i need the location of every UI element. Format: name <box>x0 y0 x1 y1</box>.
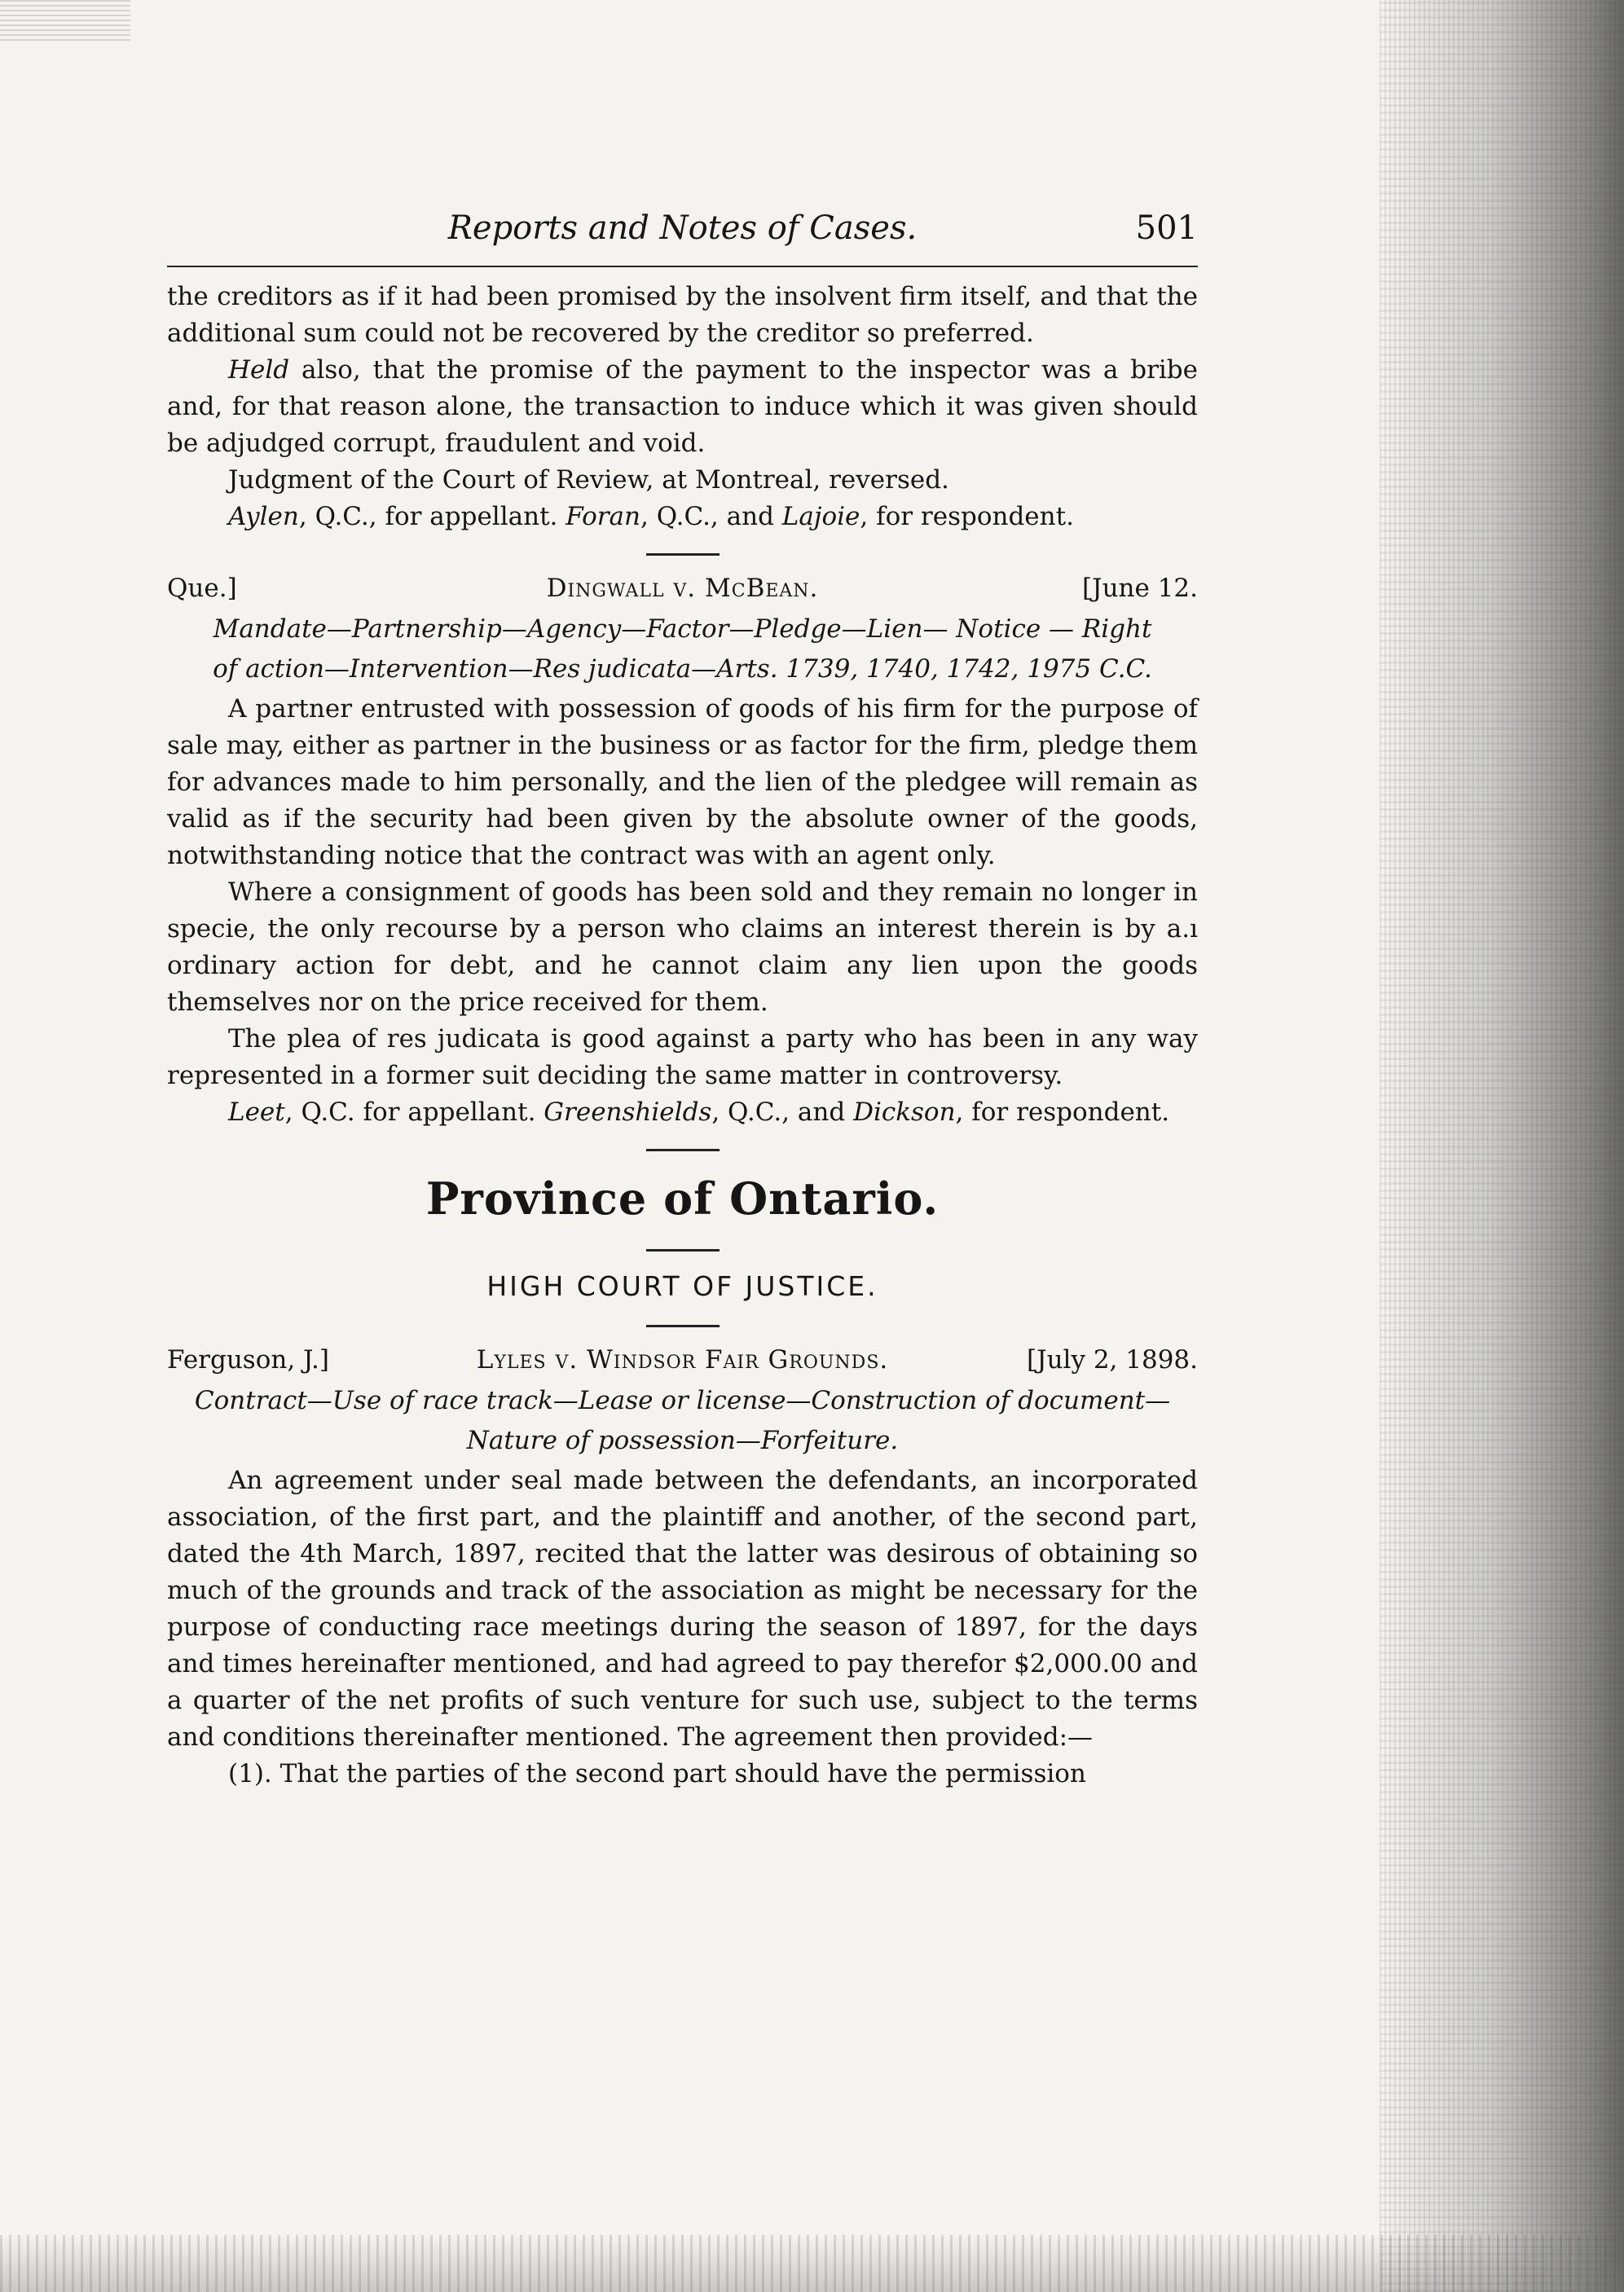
counsel-name: Lajoie <box>781 502 860 531</box>
counsel-name: Leet <box>228 1098 285 1127</box>
case-caption <box>167 570 1198 611</box>
paragraph: A partner entrusted with possession of goods of his firm for the purpose of sale may, either as partner in the business or as factor for the firm, pledge them for advances made to him personally, and the lien of the pledgee will remain as valid as if the security had been given by the absolute owner of the goods, notwithstanding notice that the contract was with an agent only. <box>167 694 1198 870</box>
scan-artifact-bottom <box>0 2235 1624 2292</box>
running-title: Reports and Notes of Cases. <box>447 209 918 247</box>
header-rule <box>167 266 1198 267</box>
counsel-role: , Q.C. for appellant. <box>284 1098 544 1127</box>
counsel-name: Dickson <box>853 1098 956 1127</box>
counsel-line <box>167 499 1198 535</box>
case-caption <box>167 1342 1198 1383</box>
paragraph: The plea of res judicata is good against a party who has been in any way represented in a former suit deciding the same matter in controversy. <box>167 1024 1198 1090</box>
counsel-name: Foran <box>566 502 641 531</box>
paragraph: Where a consignment of goods has been sold and they remain no longer in specie, the only recourse by a person who claims an interest therein is by a.ı ordinary action for debt, and he cannot claim any lien upon the goods themselves nor on the price received for them. <box>167 878 1198 1017</box>
section-divider <box>646 1325 720 1327</box>
counsel-name: Greenshields <box>544 1098 712 1127</box>
province-heading: Province of Ontario. <box>425 1172 940 1225</box>
counsel-role: , for respondent. <box>955 1098 1170 1127</box>
judgment-line: Judgment of the Court of Review, at Montreal, reversed. <box>228 465 949 495</box>
scan-artifact-edge <box>1380 0 1624 2292</box>
counsel-name: Aylen <box>228 502 299 531</box>
counsel-line <box>167 1094 1198 1131</box>
running-header <box>167 204 1198 266</box>
paragraph: the creditors as if it had been promised by the insolvent firm itself, and that the additional sum could not be recovered by the creditor so preferred. <box>167 282 1198 348</box>
case-court: Ferguson, J.] <box>167 1345 330 1375</box>
case-court: Que.] <box>167 574 237 603</box>
section-divider <box>646 1249 720 1252</box>
paragraph-text: also, that the promise of the payment to the inspector was a bribe and, for that reason alone, the transaction to induce which it was given should be adjudged corrupt, fraudulent and void. <box>167 355 1198 458</box>
headnote-line: Contract—Use of race track—Lease or license—Construction of document— <box>194 1386 1171 1415</box>
section-divider <box>646 553 720 556</box>
held-label: Held <box>228 355 290 385</box>
headnote-line: Mandate—Partnership—Agency—Factor—Pledge—Lien— Notice — Right <box>213 614 1152 644</box>
headnote-line: of action—Intervention—Res judicata—Arts. 1739, 1740, 1742, 1975 C.C. <box>213 654 1152 684</box>
case-title: Lyles v. Windsor Fair Grounds. <box>476 1345 889 1375</box>
paragraph: (1). That the parties of the second part should have the permission <box>228 1759 1086 1788</box>
paragraph <box>167 352 1198 462</box>
court-heading: HIGH COURT OF JUSTICE. <box>486 1270 878 1302</box>
case-date: [June 12. <box>1082 574 1198 603</box>
headnote-line: Nature of possession—Forfeiture. <box>466 1426 899 1455</box>
page-body <box>167 204 1198 1793</box>
paragraph: An agreement under seal made between the defendants, an incorporated association, of the first part, and the plaintiff and another, of the second part, dated the 4th March, 1897, recited that the latter was desirous of obtaining so much of the grounds and track of the association as might be necessary for the purpose of conducting race meetings during the season of 1897, for the days and times hereinafter mentioned, and had agreed to pay therefor $2,000.00 and a quarter of the net profits of such venture for such use, subject to the terms and conditions thereinafter mentioned. The agreement then provided:— <box>167 1466 1198 1752</box>
case-date: [July 2, 1898. <box>1027 1345 1198 1375</box>
counsel-role: , Q.C., and <box>711 1098 854 1127</box>
counsel-role: , Q.C., and <box>640 502 782 531</box>
scan-artifact-corner <box>0 0 130 41</box>
case-title: Dingwall v. McBean. <box>546 574 819 603</box>
counsel-role: , for respondent. <box>860 502 1074 531</box>
section-divider <box>646 1149 720 1151</box>
counsel-role: , Q.C., for appellant. <box>298 502 566 531</box>
page-number: 501 <box>1135 209 1198 247</box>
